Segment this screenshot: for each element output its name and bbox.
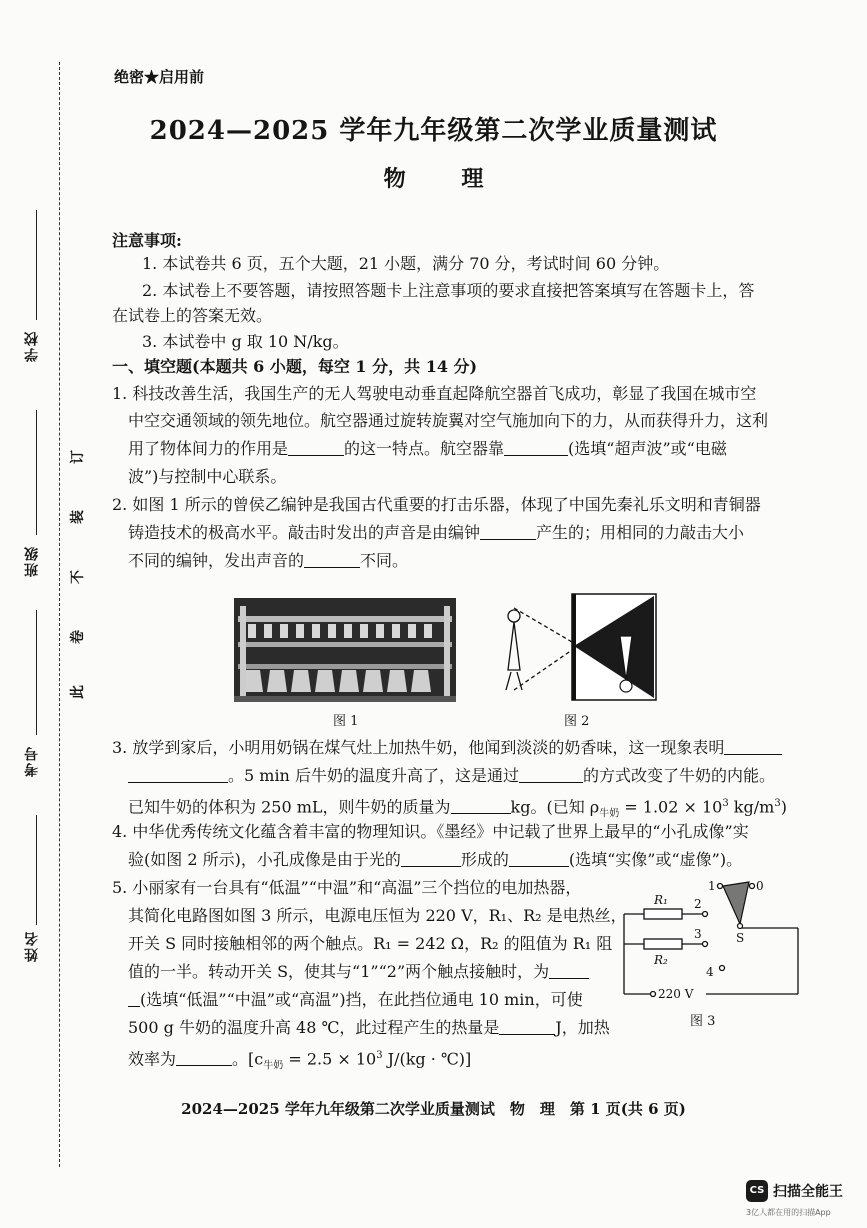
q3-text: 。5 min 后牛奶的温度升高了，这是通过	[228, 766, 519, 785]
q4-blank-2	[509, 848, 569, 867]
q5-text: 值的一半。转动开关 S，使其与“1”“2”两个触点接触时，为	[128, 962, 550, 981]
q5-text: 500 g 牛奶的温度升高 48 ℃，此过程产生的热量是	[128, 1018, 500, 1037]
q5-line: 5. 小丽家有一台具有“低温”“中温”和“高温”三个挡位的电加热器，	[112, 878, 582, 897]
q1-text: (选填“超声波”或“电磁	[568, 439, 727, 458]
figure-3-caption: 图 3	[690, 1014, 716, 1029]
q4-text: 验(如图 2 所示)，小孔成像是由于光的	[128, 850, 401, 869]
q1-line: 中空交通领域的领先地位。航空器通过旋转旋翼对空气施加向下的力，从而获得升力，这利	[128, 411, 769, 430]
note-item: 1. 本试卷共 6 页，五个大题，21 小题，满分 70 分，考试时间 60 分钟。	[142, 254, 670, 273]
q5-line	[128, 1041, 628, 1082]
figure-3-circuit-diagram	[610, 868, 806, 1006]
contact-1-label: 1	[708, 879, 716, 893]
q2-text: 不同的编钟，发出声音的	[128, 551, 305, 570]
q5-line	[128, 957, 628, 987]
q2-line: 2. 如图 1 所示的曾侯乙编钟是我国古代重要的打击乐器，体现了中国先秦礼乐文明和青铜器	[112, 495, 761, 514]
q4-text: 形成的	[460, 850, 509, 869]
notes-heading: 注意事项:	[112, 231, 182, 250]
contact-3-label: 3	[694, 927, 702, 941]
q3-blank-1a	[724, 736, 782, 755]
q3-text: kg/m	[728, 797, 775, 817]
contact-2-label: 2	[694, 897, 702, 911]
note-item: 2. 本试卷上不要答题，请按照答题卡上注意事项的要求直接把答案填写在答题卡上，答	[142, 281, 755, 300]
q2-blank-1	[480, 521, 536, 540]
name-blank	[36, 815, 37, 925]
figure-2-pinhole-image	[494, 592, 660, 702]
q4-blank-1	[401, 848, 461, 867]
school-label: 学校	[24, 330, 40, 362]
watermark-subtitle: 3亿人都在用的扫描App	[746, 1208, 831, 1217]
class-label: 班级	[24, 545, 40, 577]
q5-blank-1a	[549, 960, 589, 979]
q2-line	[128, 546, 808, 576]
q1-text: 用了物体间力的作用是	[128, 439, 289, 458]
q3-sub: 牛奶	[599, 808, 620, 820]
q5-blank-2	[499, 1016, 555, 1035]
note-item: 在试卷上的答案无效。	[112, 306, 273, 325]
seal-char: 订	[70, 450, 86, 464]
exam-no-label: 考号	[24, 745, 40, 777]
school-blank	[36, 210, 37, 320]
q5-text: 效率为	[128, 1049, 177, 1069]
q5-sup: 3	[376, 1050, 383, 1061]
q4-text: (选填“实像”或“虚像”)。	[568, 850, 743, 869]
confidential-mark: 绝密★启用前	[114, 68, 205, 86]
q2-text: 不同。	[360, 551, 409, 570]
exam-title: 2024—2025 学年九年级第二次学业质量测试	[149, 116, 718, 146]
q3-blank-3	[451, 795, 511, 814]
r2-label: R₂	[654, 953, 668, 967]
seal-char: 卷	[70, 630, 86, 644]
name-label: 姓名	[24, 930, 40, 962]
q5-text: (选填“低温”“中温”或“高温”)挡，在此挡位通电 10 min，可使	[140, 990, 583, 1009]
q1-line: 波”)与控制中心联系。	[128, 467, 287, 486]
q1-text: 的这一特点。航空器靠	[344, 439, 505, 458]
q3-text: = 1.02 × 10	[619, 797, 723, 817]
q5-line: 其简化电路图如图 3 所示，电源电压恒为 220 V，R₁、R₂ 是电热丝，	[128, 906, 627, 925]
q3-blank-1b	[128, 764, 228, 783]
binding-dashed-line	[59, 62, 60, 1167]
q5-text: J/(kg · ℃)]	[382, 1049, 472, 1069]
q3-text: kg。(已知 ρ	[510, 797, 600, 817]
q5-blank-1b	[128, 988, 140, 1007]
page-footer: 2024—2025 学年九年级第二次学业质量测试 物 理 第 1 页(共 6 页)	[181, 1100, 686, 1118]
note-item: 3. 本试卷中 g 取 10 N/kg。	[142, 332, 349, 351]
q5-text: J，加热	[555, 1018, 610, 1037]
q3-blank-2	[519, 764, 583, 783]
q1-line: 1. 科技改善生活，我国生产的无人驾驶电动垂直起降航空器首飞成功，彰显了我国在城市空	[112, 384, 757, 403]
q4-line: 4. 中华优秀传统文化蕴含着丰富的物理知识。《墨经》中记载了世界上最早的“小孔成像”实	[112, 822, 749, 841]
q1-blank-2	[504, 437, 568, 456]
q3-line	[112, 733, 812, 763]
voltage-label: 220 V	[658, 987, 694, 1001]
seal-char: 不	[70, 570, 86, 584]
q5-line: 开关 S 同时接触相邻的两个触点。R₁ = 242 Ω，R₂ 的阻值为 R₁ 阻	[128, 934, 613, 953]
q5-line	[128, 1013, 628, 1043]
subject-title: 物 理	[383, 166, 508, 192]
q5-text: = 2.5 × 10	[283, 1049, 377, 1069]
contact-0-label: 0	[756, 879, 764, 893]
q3-sup: 3	[774, 798, 781, 809]
q2-text: 铸造技术的极高水平。敲击时发出的声音是由编钟	[128, 523, 481, 542]
q3-text: )	[780, 797, 787, 817]
q2-text: 产生的；用相同的力敲击大小	[536, 523, 745, 542]
figure-2-caption: 图 2	[564, 714, 590, 729]
contact-4-label: 4	[706, 965, 714, 979]
q3-text: 的方式改变了牛奶的内能。	[582, 766, 775, 785]
class-blank	[36, 410, 37, 535]
q2-line	[128, 518, 808, 548]
q1-blank-1	[288, 437, 344, 456]
q3-sup: 3	[722, 798, 729, 809]
figure-1-bells-image	[234, 598, 456, 702]
q3-text: 已知牛奶的体积为 250 mL，则牛奶的质量为	[128, 797, 451, 817]
q2-blank-2	[304, 549, 360, 568]
q5-line	[128, 985, 628, 1015]
exam-no-blank	[36, 610, 37, 735]
q3-line	[128, 761, 808, 791]
seal-char: 此	[70, 685, 86, 699]
q5-text: 。[c	[232, 1049, 264, 1069]
r1-label: R₁	[654, 893, 668, 907]
section-heading: 一、填空题(本题共 6 小题，每空 1 分，共 14 分)	[112, 357, 478, 376]
q5-blank-3	[176, 1047, 232, 1066]
q1-line	[128, 434, 808, 464]
q3-text: 3. 放学到家后，小明用奶锅在煤气灶上加热牛奶，他闻到淡淡的奶香味，这一现象表明	[112, 738, 725, 757]
seal-char: 装	[70, 510, 86, 524]
q5-sub: 牛奶	[263, 1060, 284, 1072]
watermark-name: 扫描全能王	[773, 1184, 843, 1200]
switch-s-label: S	[736, 931, 745, 945]
figure-1-caption: 图 1	[333, 714, 359, 729]
camscanner-logo-icon: CS	[746, 1180, 768, 1202]
